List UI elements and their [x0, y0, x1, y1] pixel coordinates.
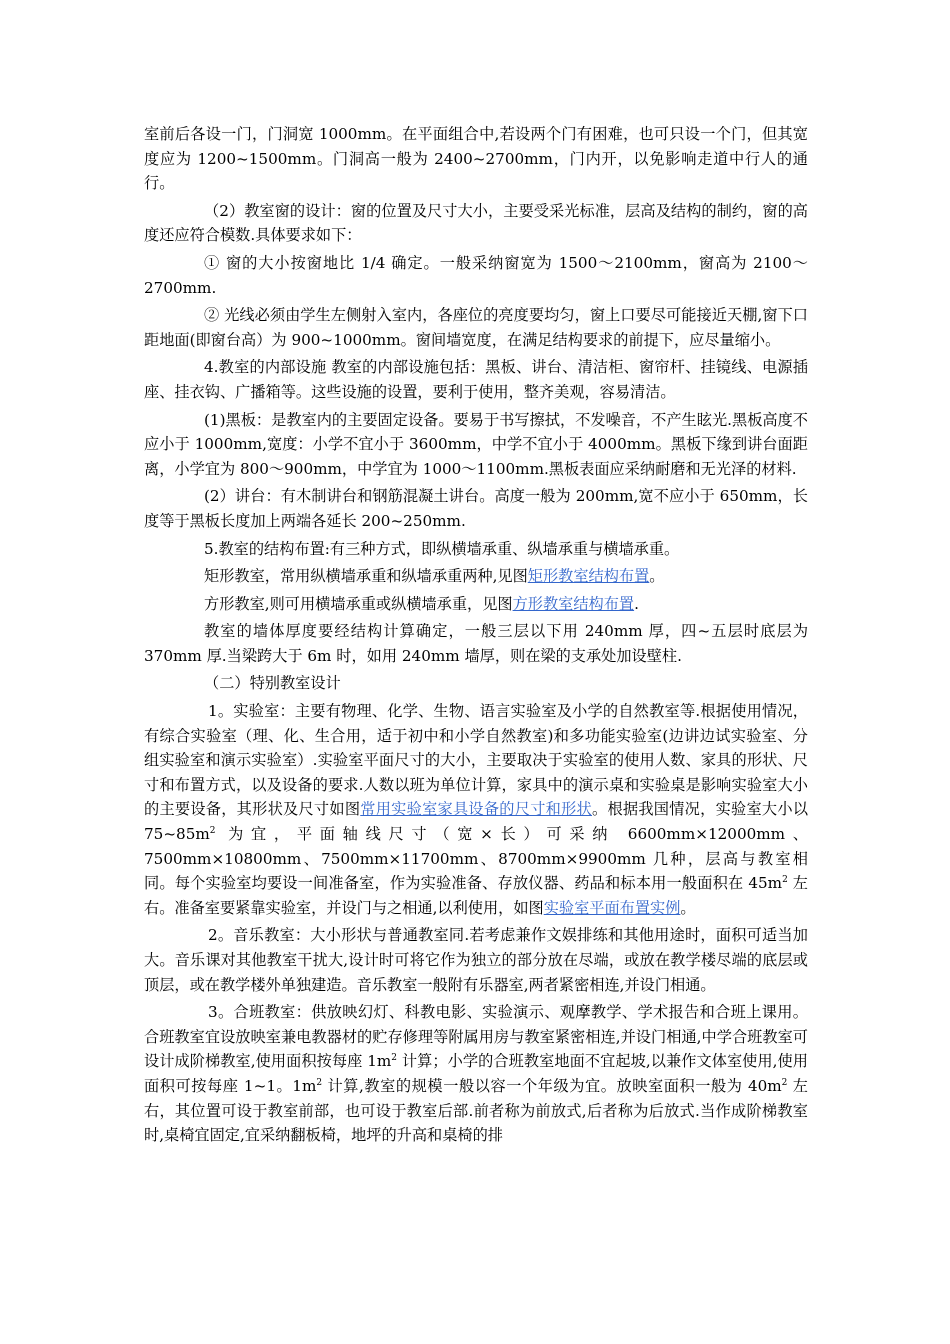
text-segment: 1。实验室：主要有物理、化学、生物、语言实验室及小学的自然教室等.根据使用情况，有综合实验室（理、化、生合用，适于初中和小学自然教室)和多功能实验室(边讲边试实验室、分组实验室和演示实验室）.实验室平面尺寸的大小，主要取决于实验室的使用人数、家具的形状、尺寸和布置方式，以及设备的要求.人数以班为单位计算，家具中的演示桌和实验桌是影响实验室大小的主要设备，其形状及尺寸如图 — [144, 702, 808, 819]
superscript: 2 — [781, 1077, 788, 1088]
text-segment: 方形教室,则可用横墙承重或纵横墙承重，见图 — [204, 594, 513, 613]
paragraph-window-ratio: ① 窗的大小按窗地比 1/4 确定。一般采纳窗宽为 1500～2100mm，窗高为 2100～2700mm. — [144, 253, 808, 297]
paragraph-square-classroom — [144, 592, 808, 617]
paragraph-combined-classroom — [144, 1000, 808, 1148]
text-segment: . — [634, 594, 639, 613]
text-segment: 计算,教室的规模一般以容一个年级为宜。放映室面积一般为 40m — [322, 1076, 782, 1095]
text-segment: 3。合班教室：供放映幻灯、科教电影、实验演示、观摩教学、学术报告和合班上课用。合班教室宜设放映室兼电教器材的贮存修理等附属用房与教室紧密相连,并设门相通,中学合班教室可设计成阶梯教室,使用面积按每座 1m — [144, 1003, 808, 1071]
superscript: 2 — [209, 825, 216, 836]
text-segment: 。 — [680, 898, 696, 917]
link-lab-furniture[interactable]: 常用实验室家具设备的尺寸和形状 — [360, 800, 592, 819]
text-segment: 。 — [649, 567, 665, 586]
paragraph-interior-facilities: 4.教室的内部设施 教室的内部设施包括：黑板、讲台、清洁柜、窗帘杆、挂镜线、电源插座、挂衣钩、广播箱等。这些设施的设置，要利于使用，整齐美观，容易清洁。 — [144, 358, 808, 401]
text-segment: 左右。准备室要紧靠实验室，并设门与之相通,以利使用，如图 — [144, 874, 808, 917]
paragraph-wall-thickness: 教室的墙体厚度要经结构计算确定，一般三层以下用 240mm 厚，四~五层时底层为 370mm 厚.当梁跨大于 6m 时，如用 240mm 墙厚，则在梁的支承处加设壁柱. — [144, 622, 808, 665]
superscript: 2 — [316, 1077, 323, 1088]
paragraph-rect-classroom — [144, 564, 808, 589]
paragraph-window-light: ② 光线必须由学生左侧射入室内，各座位的亮度要均匀，窗上口要尽可能接近天棚,窗下口距地面(即窗台高）为 900~1000mm。窗间墙宽度，在满足结构要求的前提下，应尽量缩小。 — [144, 306, 808, 349]
paragraph-blackboard: (1)黑板：是教室内的主要固定设备。要易于书写擦拭，不发噪音，不产生眩光.黑板高度不应小于 1000mm,宽度：小学不宜小于 3600mm，中学不宜小于 4000mm。黑板下缘到讲台面距离，小学宜为 800～900mm，中学宜为 1000～1100mm.黑板表面应采纳耐磨和无光泽的材料. — [144, 410, 808, 478]
paragraph-music-room: 2。音乐教室：大小形状与普通教室同.若考虑兼作文娱排练和其他用途时，面积可适当加大。音乐课对其他教室干扰大,设计时可将它作为独立的部分放在尽端，或放在教学楼尽端的底层或顶层，或在教学楼外单独建造。音乐教室一般附有乐器室,两者紧密相连,并设门相通。 — [144, 926, 808, 994]
paragraph-laboratory — [144, 699, 808, 920]
superscript: 2 — [782, 875, 788, 886]
section-heading-special-classrooms: （二）特别教室设计 — [204, 674, 341, 693]
text-segment: 计算；小学的合班教室地面不宜起坡,以兼作文体室使用,使用面积可按每座 1~1。1m — [144, 1052, 808, 1095]
paragraph-window-design: （2）教室窗的设计：窗的位置及尺寸大小，主要受采光标准，层高及结构的制约，窗的高度还应符合模数.具体要求如下： — [144, 201, 808, 245]
superscript: 2 — [391, 1053, 398, 1064]
document-page — [144, 122, 808, 1148]
paragraph-structure: 5.教室的结构布置:有三种方式，即纵横墙承重、纵墙承重与横墙承重。 — [204, 539, 680, 558]
text-segment: 左右，其位置可设于教室前部，也可设于教室后部.前者称为前放式,后者称为后放式.当作成阶梯教室时,桌椅宜固定,宜采纳翻板椅，地坪的升高和桌椅的排 — [144, 1076, 808, 1145]
paragraph-door-size: 室前后各设一门，门洞宽 1000mm。在平面组合中,若设两个门有困难，也可只设一个门，但其宽度应为 1200~1500mm。门洞高一般为 2400~2700mm，门内开，以免影响走道中行人的通行。 — [144, 125, 808, 193]
paragraph-podium: (2）讲台：有木制讲台和钢筋混凝土讲台。高度一般为 200mm,宽不应小于 650mm，长度等于黑板长度加上两端各延长 200~250mm. — [144, 487, 808, 530]
link-lab-layout[interactable]: 实验室平面布置实例 — [543, 898, 681, 917]
link-rect-structure[interactable]: 矩形教室结构布置 — [527, 567, 650, 586]
text-segment: 矩形教室，常用纵横墙承重和纵墙承重两种,见图 — [204, 567, 528, 586]
text-segment: 。根据我国情况，实验室大小以 75~85m — [144, 800, 809, 844]
text-segment: 为宜，平面轴线尺寸（宽×长）可采纳 6600mm×12000mm、7500mm×10800mm、7500mm×11700mm、8700mm×9900mm 几种，层高与教室相同。每个实验室均要设一间准备室，作为实验准备、存放仪器、药品和标本用一般面积在 45m — [144, 825, 808, 893]
link-square-structure[interactable]: 方形教室结构布置 — [512, 594, 635, 613]
